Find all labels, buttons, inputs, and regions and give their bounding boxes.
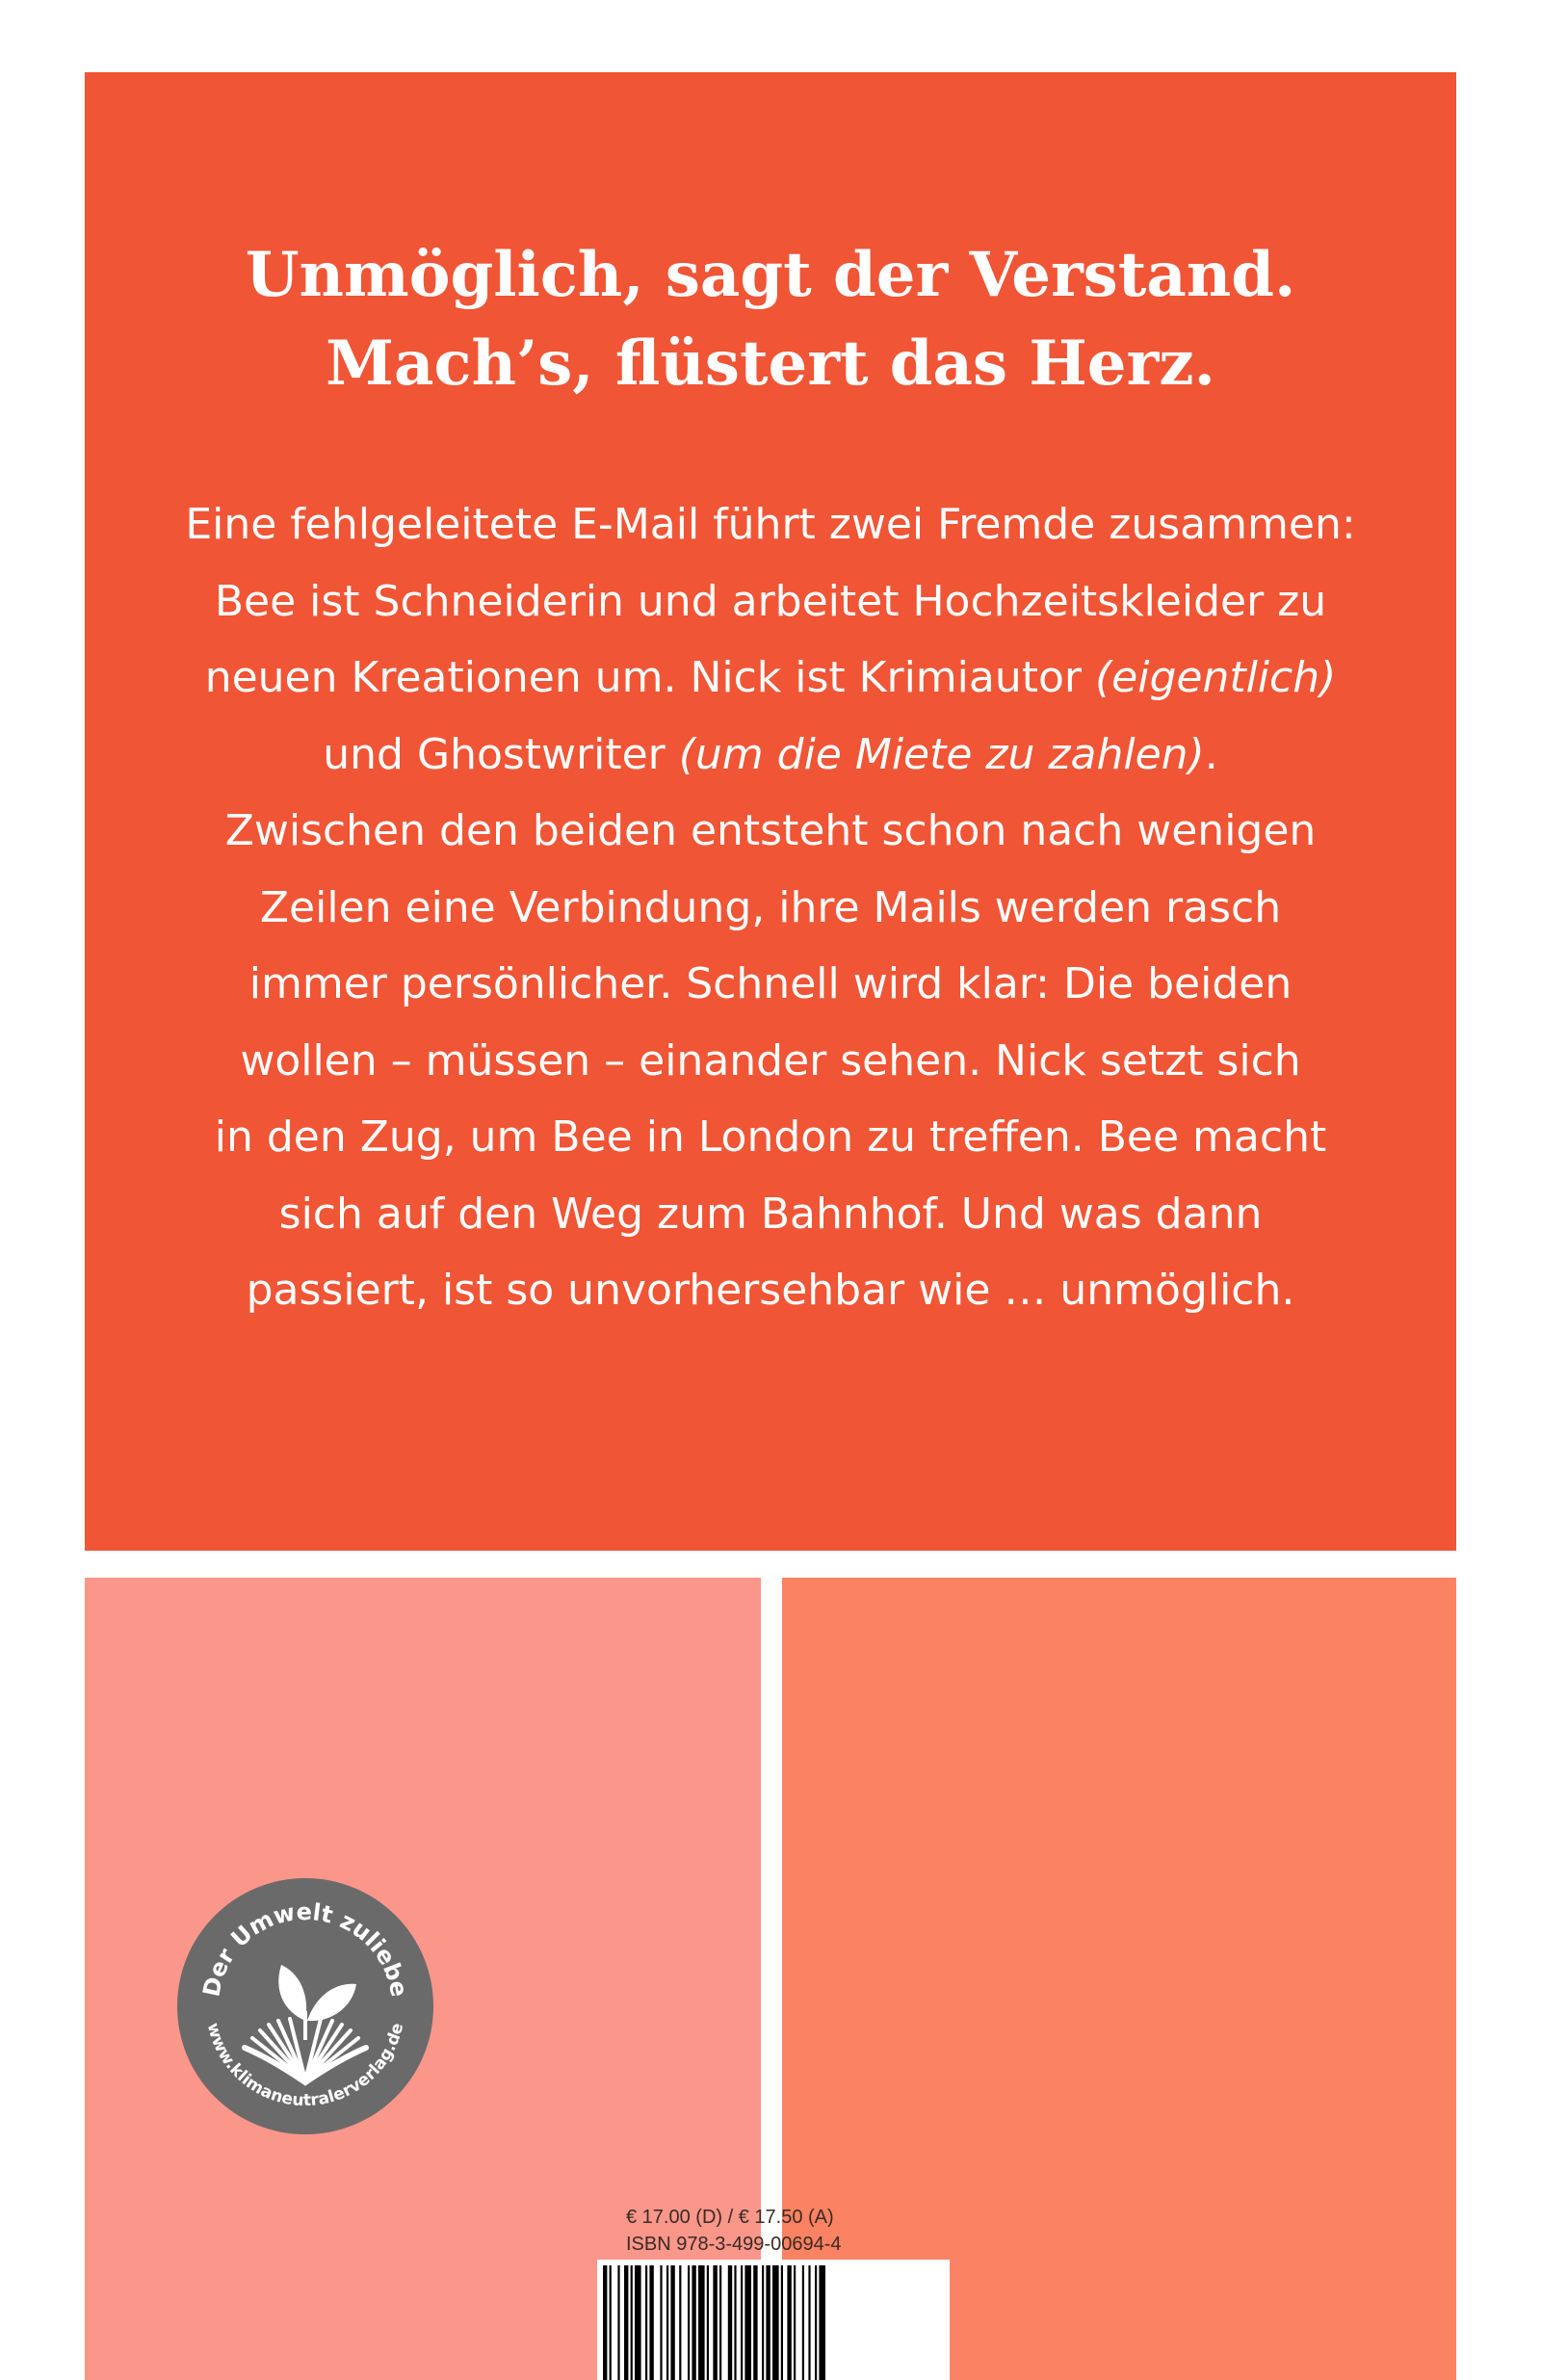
barcode-bar bbox=[802, 2265, 804, 2380]
barcode-bar bbox=[766, 2265, 770, 2380]
blurb-line: immer persönlicher. Schnell wird klar: Die beiden bbox=[248, 959, 1293, 1008]
barcode-bar bbox=[603, 2265, 607, 2380]
badge-bottom-text: www.klimaneutralerverlag.de bbox=[202, 2021, 408, 2111]
barcode-bar bbox=[692, 2265, 695, 2380]
barcode-bar bbox=[819, 2265, 825, 2380]
blurb-line: sich auf den Weg zum Bahnhof. Und was dann bbox=[278, 1189, 1263, 1239]
barcode-bar bbox=[753, 2265, 757, 2380]
headline-line-2: Mach’s, flüstert das Herz. bbox=[326, 327, 1215, 400]
blurb-line: passiert, ist so unvorhersehbar wie … unmöglich. bbox=[246, 1266, 1295, 1315]
headline-line-1: Unmöglich, sagt der Verstand. bbox=[245, 239, 1296, 311]
barcode-bar bbox=[635, 2265, 641, 2380]
barcode-bar bbox=[698, 2265, 705, 2380]
barcode-bar bbox=[772, 2265, 779, 2380]
blurb-line bbox=[125, 717, 1416, 794]
barcode-bar bbox=[645, 2265, 647, 2380]
barcode-bar bbox=[741, 2265, 743, 2380]
blurb-text bbox=[125, 486, 1416, 1329]
barcode-bar bbox=[707, 2265, 709, 2380]
blurb-line: in den Zug, um Bee in London zu treffen. Bee macht bbox=[214, 1112, 1327, 1162]
blurb-line: Eine fehlgeleitete E-Mail führt zwei Fremde zusammen: bbox=[185, 500, 1356, 549]
blurb-italic-note: (eigentlich) bbox=[1094, 653, 1337, 702]
blurb-italic-note: (um die Miete zu zahlen) bbox=[678, 729, 1205, 779]
blurb-line bbox=[125, 640, 1416, 717]
price-text: € 17.00 (D) / € 17.50 (A) bbox=[626, 2207, 834, 2228]
barcode-bar bbox=[631, 2265, 633, 2380]
headline bbox=[85, 231, 1456, 408]
blurb-line: Bee ist Schneiderin und arbeitet Hochzeitskleider zu bbox=[214, 576, 1327, 626]
barcode-bar bbox=[734, 2265, 736, 2380]
blurb-line: Zwischen den beiden entsteht schon nach wenigen bbox=[224, 806, 1317, 855]
barcode-bar bbox=[688, 2265, 690, 2380]
blurb-line: wollen – müssen – einander sehen. Nick setzt sich bbox=[240, 1035, 1301, 1085]
barcode-bar bbox=[728, 2265, 732, 2380]
barcode-bar bbox=[666, 2265, 668, 2380]
barcode-bar bbox=[781, 2265, 783, 2380]
badge-top-text: Der Umwelt zuliebe bbox=[197, 1897, 413, 2000]
price-info bbox=[626, 2204, 953, 2258]
barcode-bar bbox=[713, 2265, 717, 2380]
blurb-line-text: . bbox=[1204, 729, 1218, 779]
barcode-bar bbox=[762, 2265, 764, 2380]
barcode-bar bbox=[744, 2265, 751, 2380]
barcode-bar bbox=[808, 2265, 810, 2380]
barcode-bar bbox=[670, 2265, 674, 2380]
blurb-line-text: und Ghostwriter bbox=[323, 729, 679, 779]
eco-badge bbox=[175, 1876, 435, 2136]
barcode-bar bbox=[794, 2265, 796, 2380]
barcode-bar bbox=[719, 2265, 721, 2380]
barcode-bar bbox=[660, 2265, 662, 2380]
barcode-bar bbox=[787, 2265, 791, 2380]
isbn-text: ISBN 978-3-499-00694-4 bbox=[626, 2234, 842, 2255]
barcode-bar bbox=[815, 2265, 817, 2380]
barcode-bar bbox=[649, 2265, 653, 2380]
barcode-bar bbox=[610, 2265, 612, 2380]
blurb-line: Zeilen eine Verbindung, ihre Mails werden rasch bbox=[259, 882, 1282, 932]
barcode bbox=[597, 2260, 950, 2380]
barcode-bar bbox=[624, 2265, 628, 2380]
barcode-bar bbox=[679, 2265, 681, 2380]
blurb-line-text: neuen Kreationen um. Nick ist Krimiautor bbox=[204, 653, 1095, 702]
barcode-bar bbox=[617, 2265, 619, 2380]
